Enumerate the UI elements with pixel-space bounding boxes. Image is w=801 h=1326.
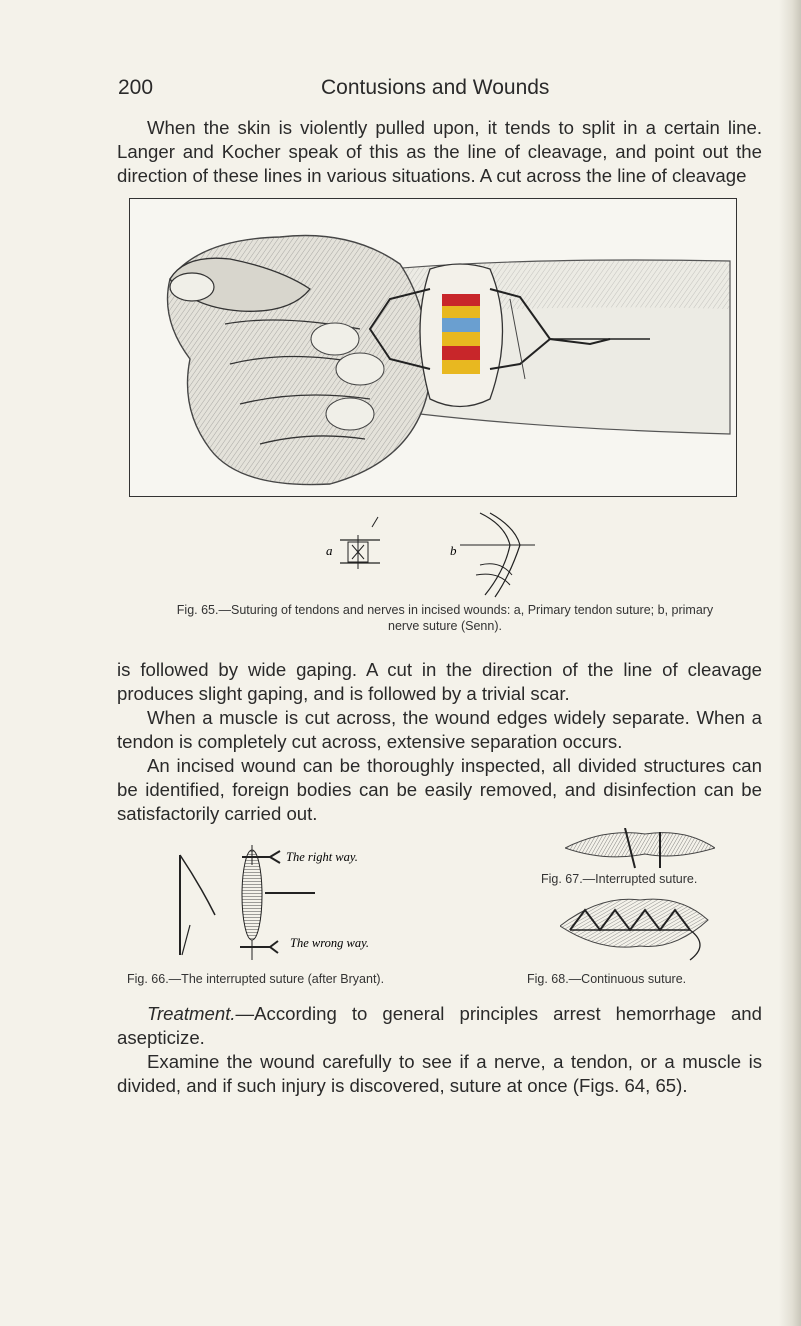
figure-65-caption: Fig. 65.—Suturing of tendons and nerves in incised wounds: a, Primary tendon suture; b, primary nerve suture (Senn). [176,603,714,633]
paragraph-gaping: is followed by wide gaping. A cut in the direction of the line of cleavage produces slight gaping, and is followed by a trivial scar. [117,659,762,704]
tendon-yellow-band [442,306,480,318]
nerve-blue-band [442,318,480,332]
treatment-text: —According to general principles arrest hemorrhage and asepticize. [117,1003,762,1048]
right-way-label: The right way. [286,850,358,864]
figure-65-illustration [129,198,737,497]
figure-68-caption: Fig. 68.—Continuous suture. [527,972,687,986]
figure-67-illustration [565,828,715,870]
page-number: 200 [118,76,154,99]
figure-66-illustration [160,845,480,965]
label-b: b [450,543,457,558]
figure-67-caption: Fig. 67.—Interrupted suture. [541,872,698,886]
figure-65-details [300,505,600,600]
running-title: Contusions and Wounds [321,76,550,99]
paragraph-incised-wound: An incised wound can be thoroughly inspected, all divided structures can be identified, foreign bodies can be easily removed, and disinfection can be satisfactorily carried out. [117,755,762,824]
tendon-suture-detail [340,517,380,569]
nerve-suture-detail [460,513,535,597]
hand-wound-drawing [130,199,736,496]
paragraph-treatment [117,1002,762,1050]
paragraph-examine: Examine the wound carefully to see if a nerve, a tendon, or a muscle is divided, and if such injury is discovered, suture at once (Figs. 64, 65). [117,1051,762,1096]
paragraph-cleavage: When the skin is violently pulled upon, it tends to split in a certain line. Langer and Kocher speak of this as the line of cleavage, and point out the direction of these lines in various situations. A cut across the line of cleavage [117,117,762,186]
label-a: a [326,543,333,558]
treatment-heading: Treatment. [147,1003,236,1024]
figure-66-caption: Fig. 66.—The interrupted suture (after Bryant). [127,972,385,986]
paragraph-muscle: When a muscle is cut across, the wound edges widely separate. When a tendon is completely cut across, extensive separation occurs. [117,707,762,752]
running-header [118,76,678,104]
page-edge [779,0,801,1326]
tendon-red-band [442,294,480,306]
wrong-way-label: The wrong way. [290,936,370,950]
figure-68-illustration [560,890,710,962]
